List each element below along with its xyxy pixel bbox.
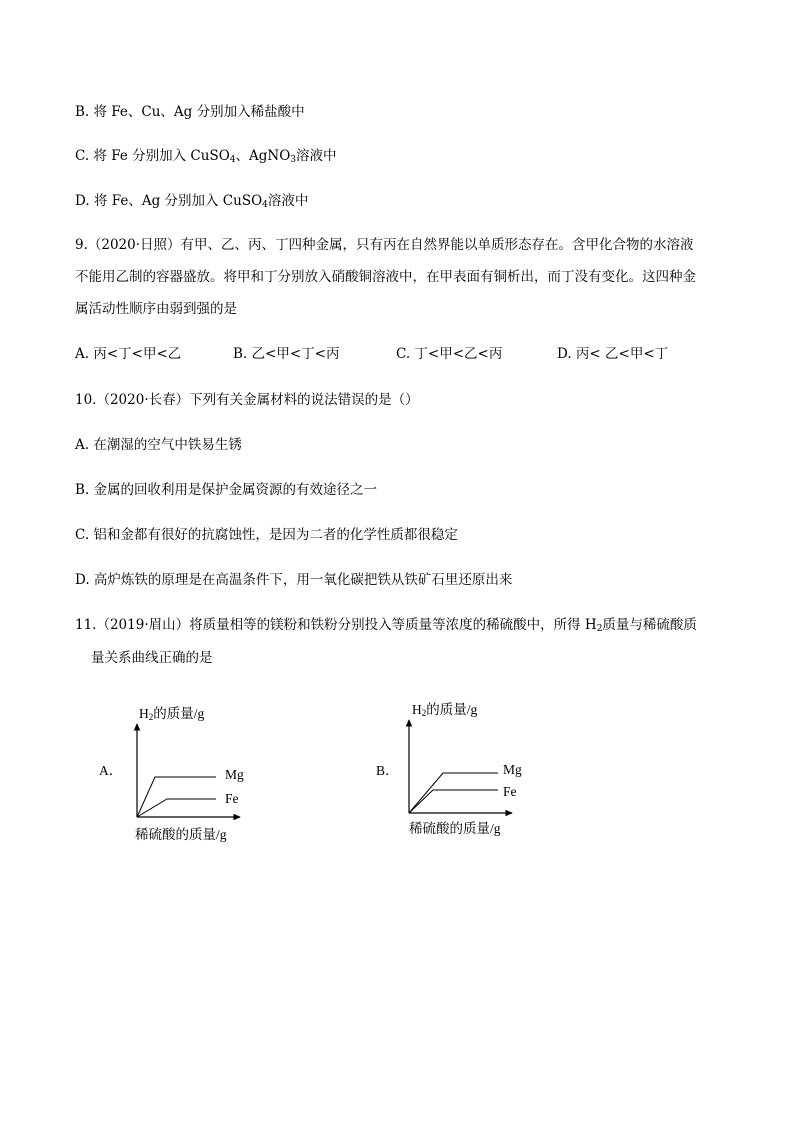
q10-option-b: B. 金属的回收利用是保护金属资源的有效途径之一: [75, 482, 378, 498]
q9-option-d: D. 丙< 乙<甲<丁: [557, 346, 669, 362]
q9-line-2: 不能用乙制的容器盛放。将甲和丁分别放入硝酸铜溶液中，在甲表面有铜析出，而丁没有变化。这四种金: [75, 269, 696, 285]
graph-b-x-label: 稀硫酸的质量/g: [409, 821, 501, 836]
q9-option-b: B. 乙<甲<丁<丙: [233, 346, 340, 362]
graph-a-x-label: 稀硫酸的质量/g: [135, 827, 227, 842]
q10-stem: 10.（2020·长春）下列有关金属材料的说法错误的是（）: [75, 392, 419, 408]
graph-a-y-label-post: 的质量/g: [153, 706, 205, 721]
graph-a-series-mg: Mg: [225, 767, 244, 782]
q10-option-d: D. 高炉炼铁的原理是在高温条件下，用一氧化碳把铁从铁矿石里还原出来: [75, 572, 513, 588]
graph-a-y-label-pre: H: [139, 706, 149, 721]
q11-stem-post: 质量与稀硫酸质: [602, 617, 697, 633]
q11-stem-pre: 11.（2019·眉山）将质量相等的镁粉和铁粉分别投入等质量等浓度的稀硫酸中，所得 H: [75, 617, 597, 633]
option-c-sub1: 4: [229, 155, 236, 165]
q11-stem-line-2: 量关系曲线正确的是: [91, 650, 213, 666]
graph-b-series-mg: Mg: [503, 762, 522, 777]
graph-b-y-label-pre: H: [412, 702, 422, 717]
option-d-text: [75, 191, 308, 211]
graph-b-plot: [400, 716, 520, 816]
q9-option-a: A. 丙<丁<甲<乙: [75, 346, 182, 362]
graph-b-option-label: B．: [376, 763, 399, 778]
graph-a-option-label: A．: [99, 763, 123, 778]
graph-b-y-label-sub: 2: [421, 708, 427, 718]
graph-a-line-fe: [137, 799, 216, 817]
option-c-sub2: 3: [290, 155, 297, 165]
graph-b-line-fe: [409, 790, 498, 813]
option-d-pre: D. 将 Fe、Ag 分别加入 CuSO: [75, 193, 263, 209]
graph-a-y-label-sub: 2: [148, 712, 154, 722]
graph-b-y-label-post: 的质量/g: [426, 702, 478, 717]
graph-b-series-fe: Fe: [503, 784, 517, 799]
graph-a-series-fe: Fe: [225, 791, 239, 806]
q9-option-c: C. 丁<甲<乙<丙: [396, 346, 503, 362]
q9-line-3: 属活动性顺序由弱到强的是: [75, 301, 237, 317]
option-c-pre: C. 将 Fe 分别加入 CuSO: [75, 148, 230, 164]
option-d-post: 溶液中: [267, 193, 309, 209]
option-d-sub: 4: [262, 200, 268, 210]
graph-b-line-mg: [409, 773, 498, 813]
q9-line-1: 9.（2020·日照）有甲、乙、丙、丁四种金属，只有丙在自然界能以单质形态存在。含甲化合物的水溶液: [75, 237, 694, 253]
q11-stem-line-1: [75, 615, 697, 635]
option-c-post: 溶液中: [296, 148, 337, 164]
q10-option-a: A. 在潮湿的空气中铁易生锈: [75, 437, 242, 453]
q11-stem-sub: 2: [596, 624, 603, 634]
graph-a-line-mg: [137, 777, 216, 817]
q10-option-c: C. 铝和金都有很好的抗腐蚀性，是因为二者的化学性质都很稳定: [75, 527, 458, 543]
option-c-text: [75, 146, 337, 166]
option-b-text: B. 将 Fe、Cu、Ag 分别加入稀盐酸中: [75, 104, 305, 120]
option-c-mid: 、AgNO: [235, 148, 291, 164]
